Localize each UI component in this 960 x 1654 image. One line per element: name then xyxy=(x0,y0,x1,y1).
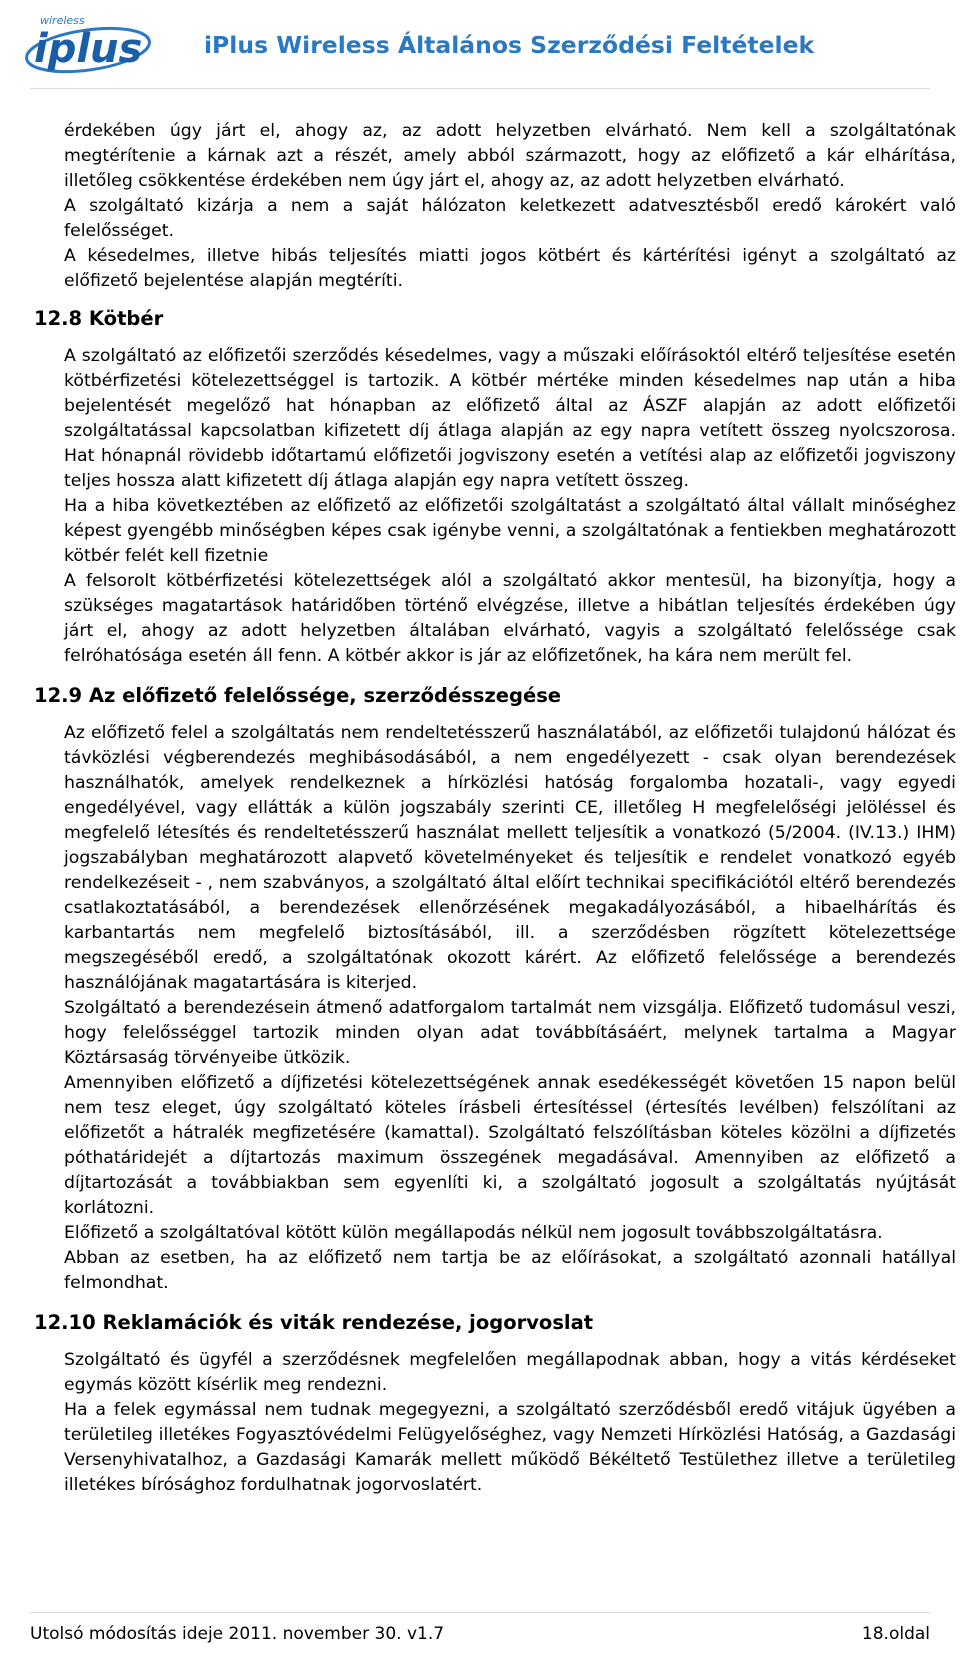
document-title: iPlus Wireless Általános Szerződési Feltételek xyxy=(204,31,815,59)
paragraph: Előfizető a szolgáltatóval kötött külön megállapodás nélkül nem jogosult továbbszolgáltatásra. xyxy=(64,1223,883,1243)
logo-wireless-text: wireless xyxy=(40,14,85,27)
paragraph: A szolgáltató az előfizetői szerződés késedelmes, vagy a műszaki előírásoktól eltérő teljesítése esetén kötbérfizetési kötelezettséggel is tartozik. A kötbér mértéke minden késedelmes nap után a hiba bejelentését megelőző hat hónapban az előfizető által az ÁSZF alapján az adott előfizetői szolgáltatással kapcsolatban kifizetett díj átlaga alapján az egy napra vetített összeg nyolcszorosa. Hat hónapnál rövidebb időtartamú előfizetői jogviszony esetén a vetítési alap az előfizetői jogviszony teljes hossza alatt kifizetett díj átlaga alapján egy napra vetített összeg. xyxy=(64,346,956,491)
paragraph: Szolgáltató a berendezésein átmenő adatforgalom tartalmát nem vizsgálja. Előfizető tudomásul veszi, hogy felelősséggel tartozik minden olyan adat továbbításáért, melynek tartalma a Magyar Köztársaság törvényeibe ütközik. xyxy=(64,998,956,1068)
paragraph: Abban az esetben, ha az előfizető nem tartja be az előírásokat, a szolgáltató azonnali hatállyal felmondhat. xyxy=(64,1248,956,1293)
paragraph: Amennyiben előfizető a díjfizetési kötelezettségének annak esedékességét követően 15 napon belül nem tesz eleget, úgy szolgáltató köteles írásbeli értesítéssel (értesítés levélben) felszólítani az előfizetőt a hátralék megfizetésére (kamattal). Szolgáltató felszólításban köteles közölni a díjfizetés póthatáridejét a díjtartozás maximum összegének megadásával. Amennyiben az előfizető a díjtartozását a továbbiakban sem egyenlíti ki, a szolgáltató jogosult a szolgáltatás nyújtását korlátozni. xyxy=(64,1073,956,1218)
iplus-logo xyxy=(20,10,160,76)
page-header xyxy=(0,0,960,88)
paragraph: Ha a hiba következtében az előfizető az előfizetői szolgáltatást a szolgáltató által vállalt minőséghez képest gyengébb minőségben képes csak igénybe venni, a szolgáltatónak a fentiekben meghatározott kötbér felét kell fizetnie xyxy=(64,496,956,566)
page-content xyxy=(34,119,956,1498)
footer-divider xyxy=(30,1612,930,1613)
paragraph: A késedelmes, illetve hibás teljesítés miatti jogos kötbért és kártérítési igényt a szolgáltató az előfizető bejelentése alapján megtéríti. xyxy=(64,246,956,291)
section-heading-12-9: 12.9 Az előfizető felelőssége, szerződésszegése xyxy=(34,684,562,707)
paragraph: A felsorolt kötbérfizetési kötelezettségek alól a szolgáltató akkor mentesül, ha bizonyítja, hogy a szükséges magatartások határidőben történő elvégzése, illetve a hibátlan teljesítés érdekében úgy járt el, ahogy az adott helyzetben általában elvárható, vagyis a szolgáltató felelőssége csak felróhatósága esetén áll fenn. A kötbér akkor is jár az előfizetőnek, ha kára nem merült fel. xyxy=(64,571,956,666)
paragraph: érdekében úgy járt el, ahogy az, az adott helyzetben elvárható. Nem kell a szolgáltatónak megtérítenie a kárnak azt a részét, amely abból származott, hogy az előfizető a kár elhárítása, illetőleg csökkentése érdekében nem úgy járt el, ahogy az, az adott helyzetben elvárható. xyxy=(64,121,956,191)
paragraph: Ha a felek egymással nem tudnak megegyezni, a szolgáltató szerződésből eredő vitájuk ügyében a területileg illetékes Fogyasztóvédelmi Felügyelőséghez, vagy Nemzeti Hírközlési Hatóság, a Gazdasági Versenyhivatalhoz, a Gazdasági Kamarák mellett működő Békéltető Testülethez illetve a területileg illetékes bírósághoz fordulhatnak jogorvoslatért. xyxy=(64,1400,956,1495)
paragraph: A szolgáltató kizárja a nem a saját hálózaton keletkezett adatvesztésből eredő károkért való felelősséget. xyxy=(64,196,956,241)
paragraph: Szolgáltató és ügyfél a szerződésnek megfelelően megállapodnak abban, hogy a vitás kérdéseket egymás között kísérlik meg rendezni. xyxy=(64,1350,956,1395)
paragraph: Az előfizető felel a szolgáltatás nem rendeltetésszerű használatából, az előfizetői tulajdonú hálózat és távközlési végberendezés meghibásodásából, a nem engedélyezett - csak olyan berendezések használhatók, amelyek rendelkeznek a hírközlési hatóság forgalomba hozatali-, vagy egyedi engedélyével, vagy ellátták a külön jogszabály szerinti CE, illetőleg H megfelelőségi jelöléssel és megfelelő létesítés és rendeltetésszerű használat mellett teljesítik a vonatkozó (5/2004. (IV.13.) IHM) jogszabályban meghatározott alapvető követelményeket és teljesítik e rendelet vonatkozó egyéb rendelkezéseit - , nem szabványos, a szolgáltató által előírt technikai specifikációtól eltérő berendezés csatlakoztatásából, a berendezések ellenőrzésének megakadályozásából, a hibaelhárítás és karbantartás nem megfelelő biztosításából, ill. a szerződésben rögzített kötelezettsége megszegéséből eredő, a szolgáltatónak okozott kárért. Az előfizető felelőssége a berendezés használójának magatartására is kiterjed. xyxy=(64,723,956,993)
footer-page-number: 18.oldal xyxy=(861,1624,930,1644)
header-divider xyxy=(30,88,930,89)
footer-last-modified: Utolsó módosítás ideje 2011. november 30. v1.7 xyxy=(30,1624,445,1644)
section-heading-12-8: 12.8 Kötbér xyxy=(34,307,164,330)
section-heading-12-10: 12.10 Reklamációk és viták rendezése, jogorvoslat xyxy=(34,1311,594,1334)
logo-iplus-text: iplus xyxy=(34,26,143,72)
